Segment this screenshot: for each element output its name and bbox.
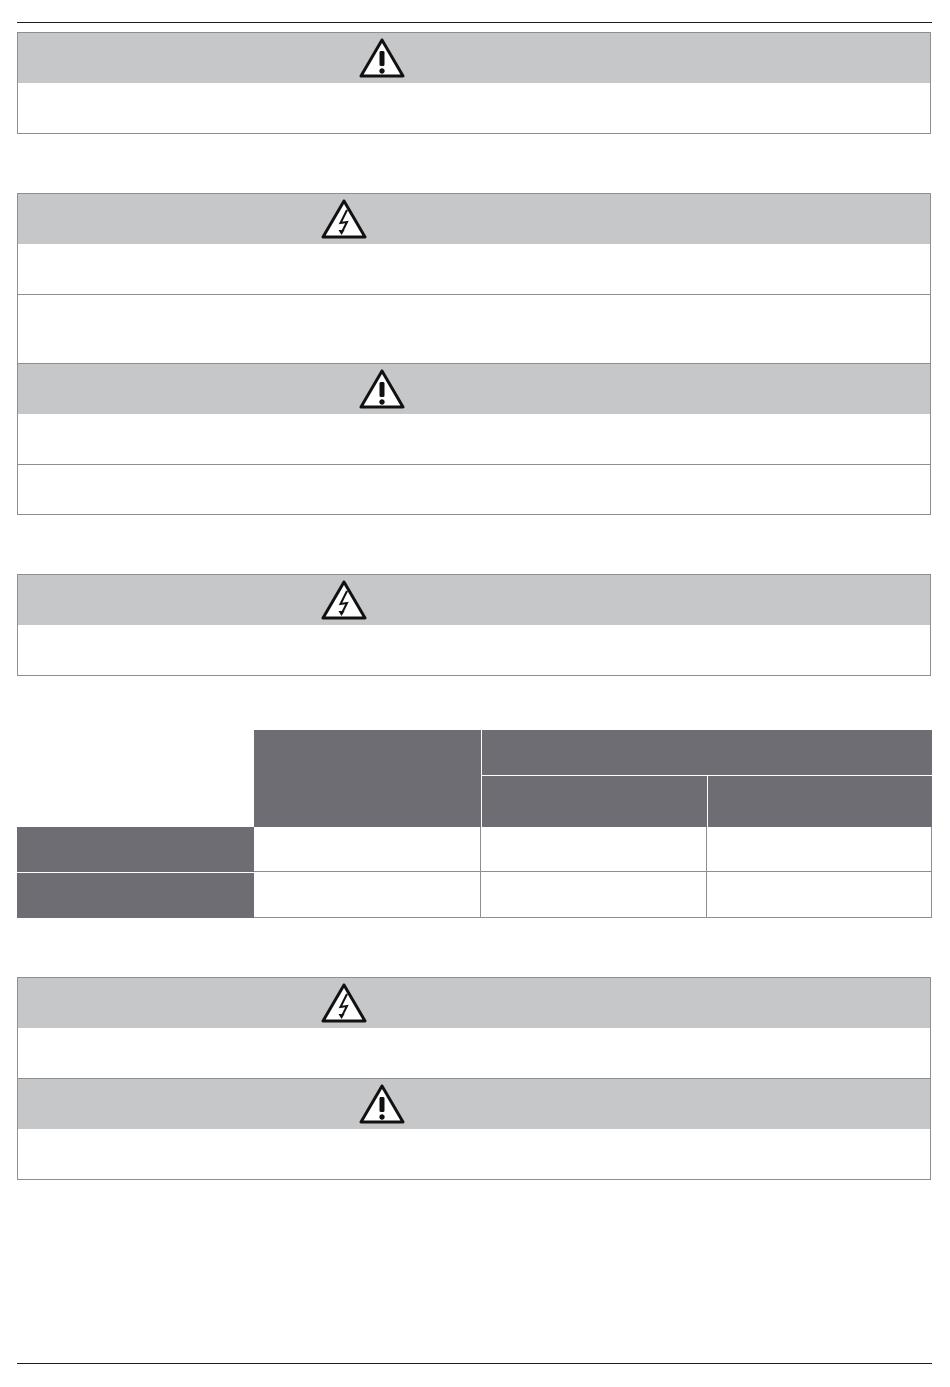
notice-header — [18, 575, 930, 625]
bottom-rule — [17, 1363, 932, 1364]
electrical-hazard-icon — [321, 199, 367, 239]
table-cell — [481, 872, 707, 918]
table-cell — [481, 827, 707, 872]
electrical-hazard-icon — [321, 580, 367, 620]
notice-text — [18, 1129, 930, 1179]
notice-text — [18, 625, 930, 675]
electrical-notice — [17, 977, 931, 1180]
warning-notice — [17, 32, 931, 134]
notice-text — [18, 244, 930, 294]
electrical-notice — [17, 574, 931, 676]
table-row-label — [17, 827, 254, 872]
notice-header — [18, 978, 930, 1028]
warning-exclamation-icon — [359, 38, 405, 78]
table-cell — [707, 827, 932, 872]
table-divider — [481, 730, 482, 827]
table-header-col1 — [254, 730, 481, 827]
table-header-sub2 — [707, 775, 932, 827]
table-divider — [707, 775, 708, 827]
notice-header — [18, 33, 930, 83]
table-cell — [254, 827, 481, 872]
table-cell — [254, 872, 481, 918]
table-header-group — [481, 730, 932, 775]
notice-header — [18, 363, 930, 414]
notice-header — [18, 1078, 930, 1129]
table-divider — [17, 872, 254, 873]
electrical-notice — [17, 193, 931, 515]
table-header-sub1 — [481, 775, 707, 827]
table-row-label — [17, 872, 254, 918]
top-rule — [17, 22, 932, 23]
electrical-hazard-icon — [321, 983, 367, 1023]
warning-exclamation-icon — [359, 1084, 405, 1124]
notice-header — [18, 194, 930, 244]
notice-text — [18, 414, 930, 464]
table-cell — [707, 872, 932, 918]
notice-text — [18, 1028, 930, 1078]
notice-text — [18, 464, 930, 514]
notice-text — [18, 83, 930, 133]
spec-table — [17, 730, 932, 918]
warning-exclamation-icon — [359, 369, 405, 409]
notice-text — [18, 294, 930, 363]
